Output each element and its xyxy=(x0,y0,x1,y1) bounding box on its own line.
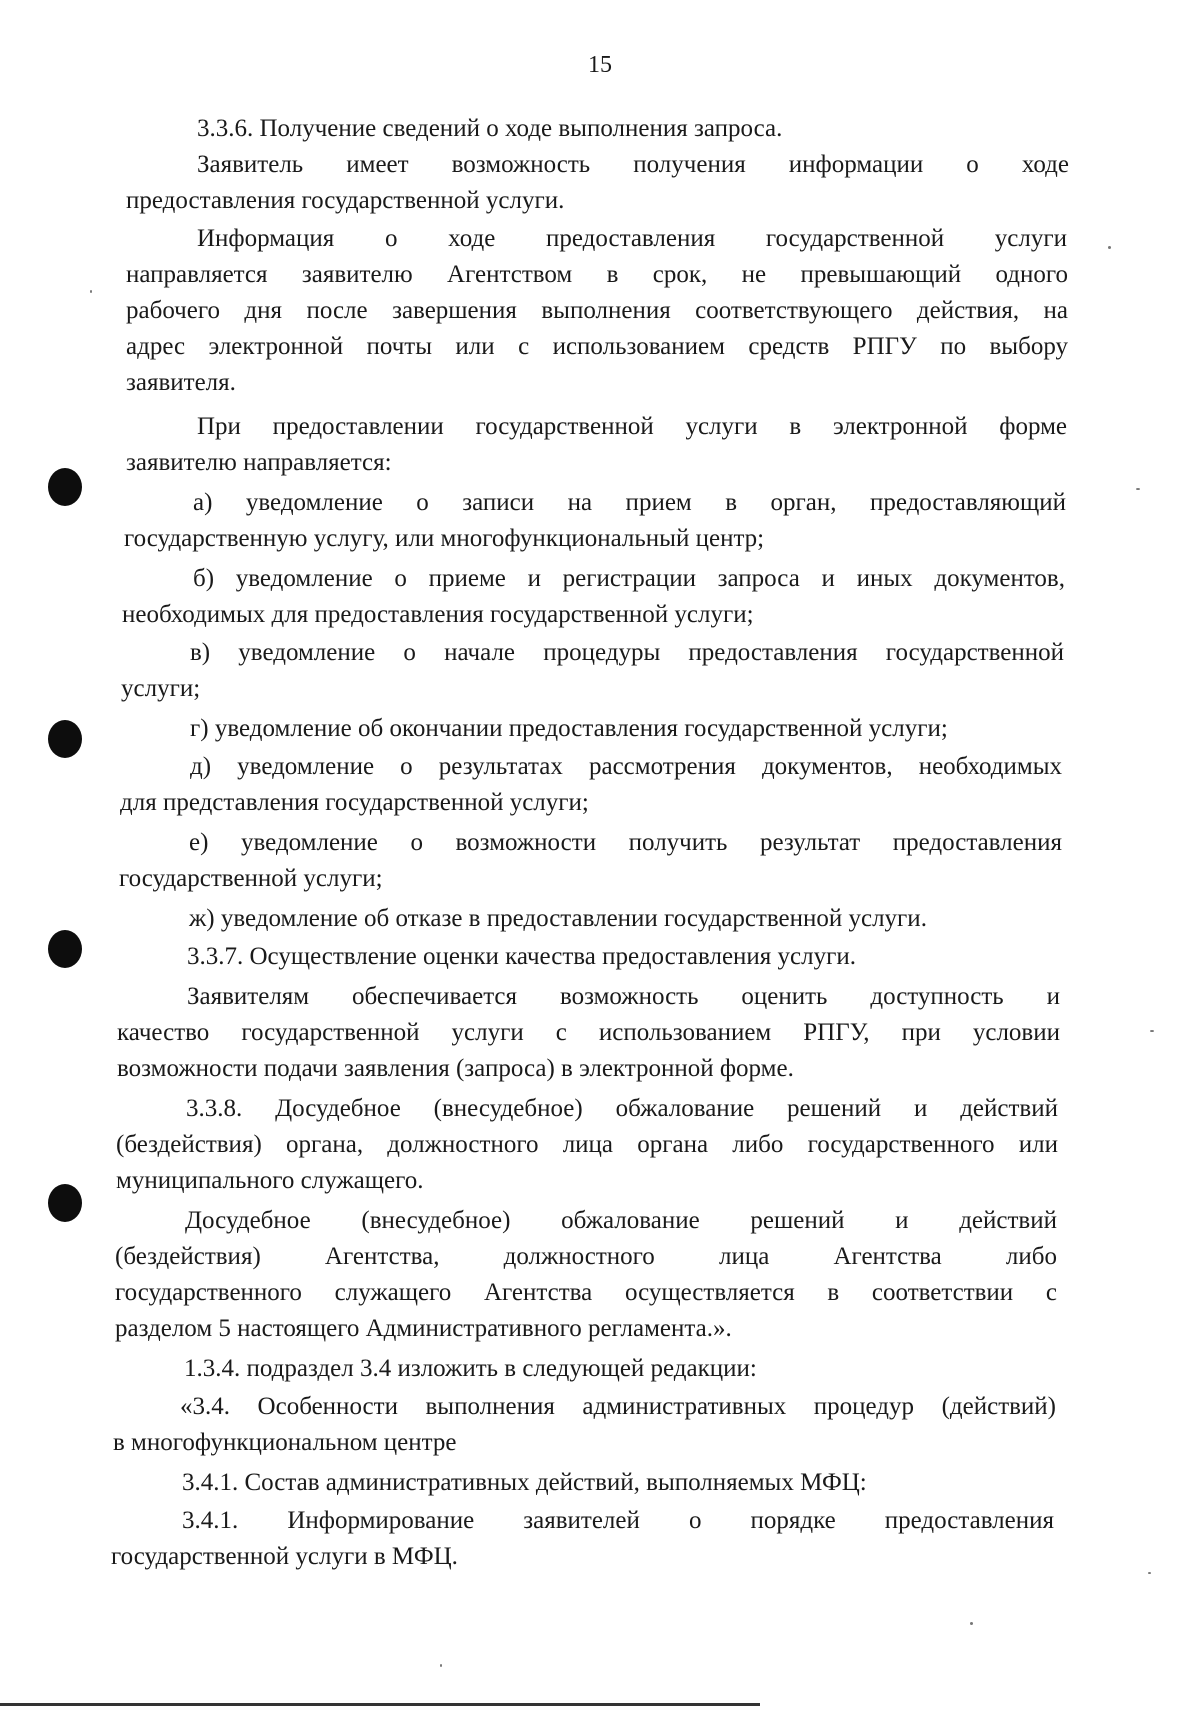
text-line: 1.3.4. подраздел 3.4 изложить в следующей редакции: xyxy=(184,1355,757,1382)
text-line: муниципального служащего. xyxy=(116,1167,424,1194)
text-line: качество государственной услуги с использованием РПГУ, при условии xyxy=(117,1019,1060,1046)
text-line: Заявителям обеспечивается возможность оценить доступность и xyxy=(187,983,1060,1010)
text-line: направляется заявителю Агентством в срок, не превышающий одного xyxy=(126,261,1068,288)
scan-speck xyxy=(970,1622,973,1625)
scan-speck xyxy=(90,290,92,293)
text-line: рабочего дня после завершения выполнения соответствующего действия, на xyxy=(126,297,1068,324)
scan-speck xyxy=(1150,1030,1154,1032)
punch-hole xyxy=(48,468,82,506)
text-line: г) уведомление об окончании предоставления государственной услуги; xyxy=(190,715,948,742)
text-line: в) уведомление о начале процедуры предоставления государственной xyxy=(190,639,1064,666)
text-line: услуги; xyxy=(121,675,201,702)
text-line: (бездействия) Агентства, должностного лица Агентства либо xyxy=(115,1243,1057,1270)
scan-speck xyxy=(1148,1572,1151,1574)
page-number: 15 xyxy=(588,52,612,78)
scan-speck xyxy=(1108,246,1111,249)
text-line: адрес электронной почты или с использованием средств РПГУ по выбору xyxy=(126,333,1068,360)
text-line: Информация о ходе предоставления государственной услуги xyxy=(197,225,1067,252)
text-line: Заявитель имеет возможность получения информации о ходе xyxy=(197,151,1069,178)
text-line: Досудебное (внесудебное) обжалование решений и действий xyxy=(185,1207,1057,1234)
scan-speck xyxy=(1136,488,1140,490)
text-line: государственную услугу, или многофункциональный центр; xyxy=(124,525,765,552)
text-line: 3.3.7. Осуществление оценки качества предоставления услуги. xyxy=(187,943,857,970)
text-line: для представления государственной услуги; xyxy=(120,789,589,816)
text-line: в многофункциональном центре xyxy=(113,1429,457,1456)
text-line: При предоставлении государственной услуги в электронной форме xyxy=(197,413,1067,440)
text-line: государственной услуги; xyxy=(119,865,383,892)
text-line: (бездействия) органа, должностного лица органа либо государственного или xyxy=(116,1131,1058,1158)
text-line: возможности подачи заявления (запроса) в электронной форме. xyxy=(117,1055,794,1082)
punch-hole xyxy=(48,720,82,758)
text-line: 3.3.8. Досудебное (внесудебное) обжалование решений и действий xyxy=(186,1095,1058,1122)
text-line: разделом 5 настоящего Административного регламента.». xyxy=(115,1315,732,1342)
scan-speck xyxy=(440,1664,442,1667)
bottom-rule xyxy=(0,1703,760,1706)
text-line: б) уведомление о приеме и регистрации запроса и иных документов, xyxy=(193,565,1065,592)
punch-hole xyxy=(48,1184,82,1222)
text-line: заявителю направляется: xyxy=(126,449,392,476)
text-line: е) уведомление о возможности получить результат предоставления xyxy=(189,829,1062,856)
text-line: 3.4.1. Состав административных действий, выполняемых МФЦ: xyxy=(182,1469,867,1496)
text-line: 3.3.6. Получение сведений о ходе выполнения запроса. xyxy=(197,115,783,142)
text-line: государственного служащего Агентства осуществляется в соответствии с xyxy=(115,1279,1057,1306)
text-line: «3.4. Особенности выполнения административных процедур (действий) xyxy=(180,1393,1056,1420)
text-line: государственной услуги в МФЦ. xyxy=(111,1543,458,1570)
text-line: 3.4.1. Информирование заявителей о порядке предоставления xyxy=(182,1507,1054,1534)
text-line: предоставления государственной услуги. xyxy=(126,187,565,214)
text-line: а) уведомление о записи на прием в орган, предоставляющий xyxy=(193,489,1066,516)
text-line: необходимых для предоставления государственной услуги; xyxy=(122,601,754,628)
punch-hole xyxy=(48,930,82,968)
text-line: ж) уведомление об отказе в предоставлении государственной услуги. xyxy=(189,905,927,932)
text-line: д) уведомление о результатах рассмотрения документов, необходимых xyxy=(190,753,1062,780)
text-line: заявителя. xyxy=(126,369,236,396)
